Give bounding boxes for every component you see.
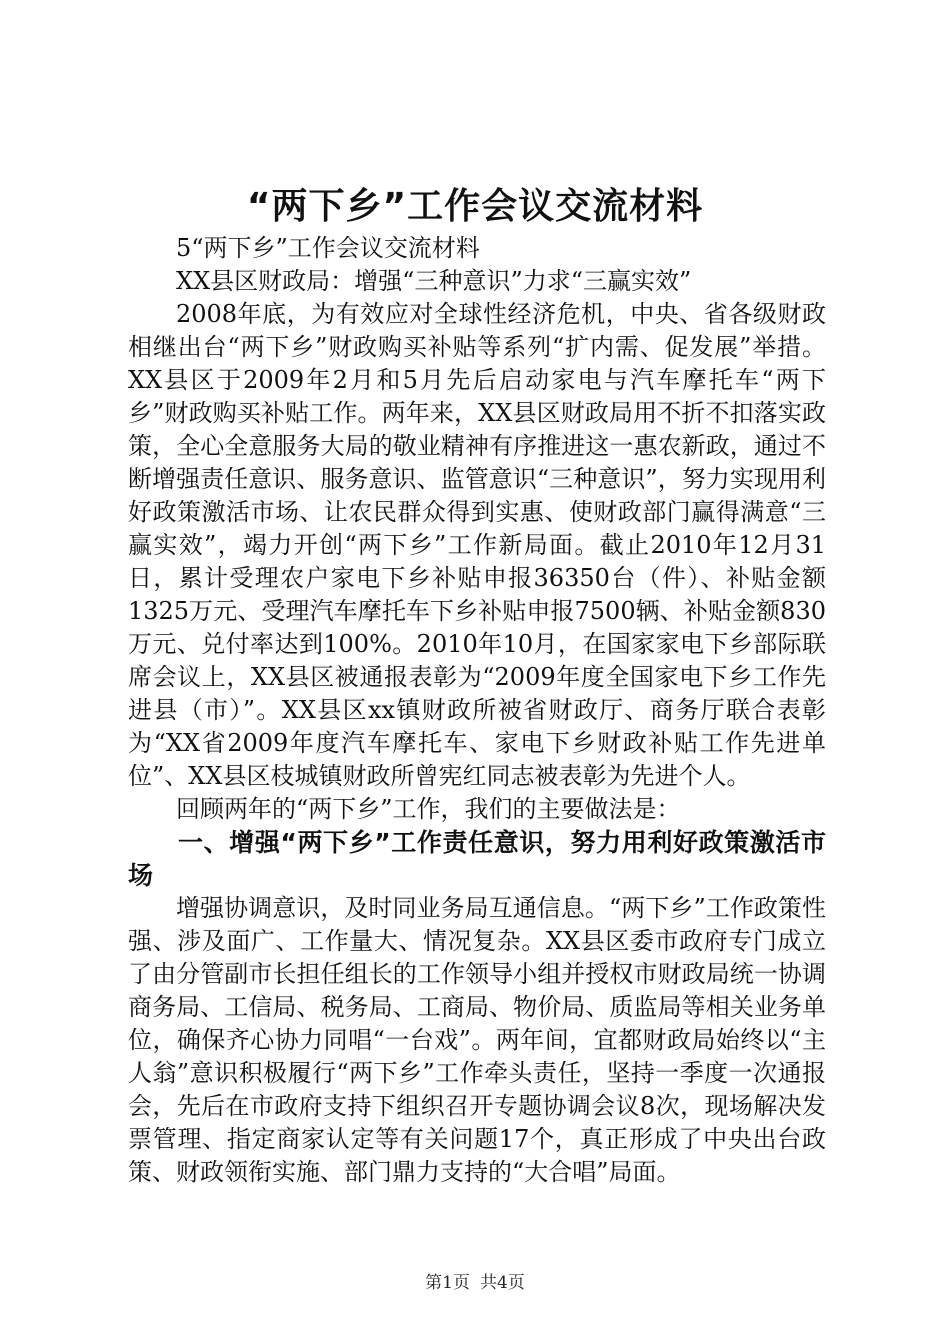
document-title: “两下乡”工作会议交流材料 — [246, 186, 704, 227]
review-paragraph: 回顾两年的“两下乡”工作，我们的主要做法是： — [176, 795, 681, 823]
author-line-paragraph: XX县区财政局：增强“三种意识”力求“三赢实效” — [176, 267, 692, 295]
section-heading: 一、增强“两下乡”工作责任意识，努力用利好政策激活市场 — [128, 828, 826, 890]
page-footer — [0, 1272, 950, 1294]
coordination-paragraph: 增强协调意识，及时同业务局互通信息。“两下乡”工作政策性强、涉及面广、工作量大、情况复杂。XX县区委市政府专门成立了由分管副市长担任组长的工作领导小组并授权市财政局统一协调商务局、工信局、税务局、工商局、物价局、质监局等相关业务单位，确保齐心协力同唱“一台戏”。两年间，宜都财政局始终以“主人翁”意识积极履行“两下乡”工作牵头责任，坚持一季度一次通报会，先后在市政府支持下组织召开专题协调会议8次，现场解决发票管理、指定商家认定等有关问题17个，真正形成了中央出台政策、财政领衔实施、部门鼎力支持的“大合唱”局面。 — [128, 894, 826, 1186]
subtitle-paragraph: 5“两下乡”工作会议交流材料 — [176, 234, 480, 262]
page-total: 共4页 — [480, 1273, 525, 1293]
intro-paragraph: 2008年底，为有效应对全球性经济危机，中央、省各级财政相继出台“两下乡”财政购买补贴等系列“扩内需、促发展”举措。XX县区于2009年2月和5月先后启动家电与汽车摩托车“两下乡”财政购买补贴工作。两年来，XX县区财政局用不折不扣落实政策，全心全意服务大局的敬业精神有序推进这一惠农新政，通过不断增强责任意识、服务意识、监管意识“三种意识”，努力实现用利好政策激活市场、让农民群众得到实惠、使财政部门赢得满意“三赢实效”，竭力开创“两下乡”工作新局面。截止2010年12月31日，累计受理农户家电下乡补贴申报36350台（件）、补贴金额1325万元、受理汽车摩托车下乡补贴申报7500辆、补贴金额830万元、兑付率达到100%。2010年10月，在国家家电下乡部际联席会议上，XX县区被通报表彰为“2009年度全国家电下乡工作先进县（市）”。XX县区xx镇财政所被省财政厅、商务厅联合表彰为“XX省2009年度汽车摩托车、家电下乡财政补贴工作先进单位”、XX县区枝城镇财政所曾宪红同志被表彰为先进个人。 — [128, 300, 826, 790]
document-body — [128, 232, 826, 1189]
page-number: 第1页 — [425, 1273, 470, 1293]
